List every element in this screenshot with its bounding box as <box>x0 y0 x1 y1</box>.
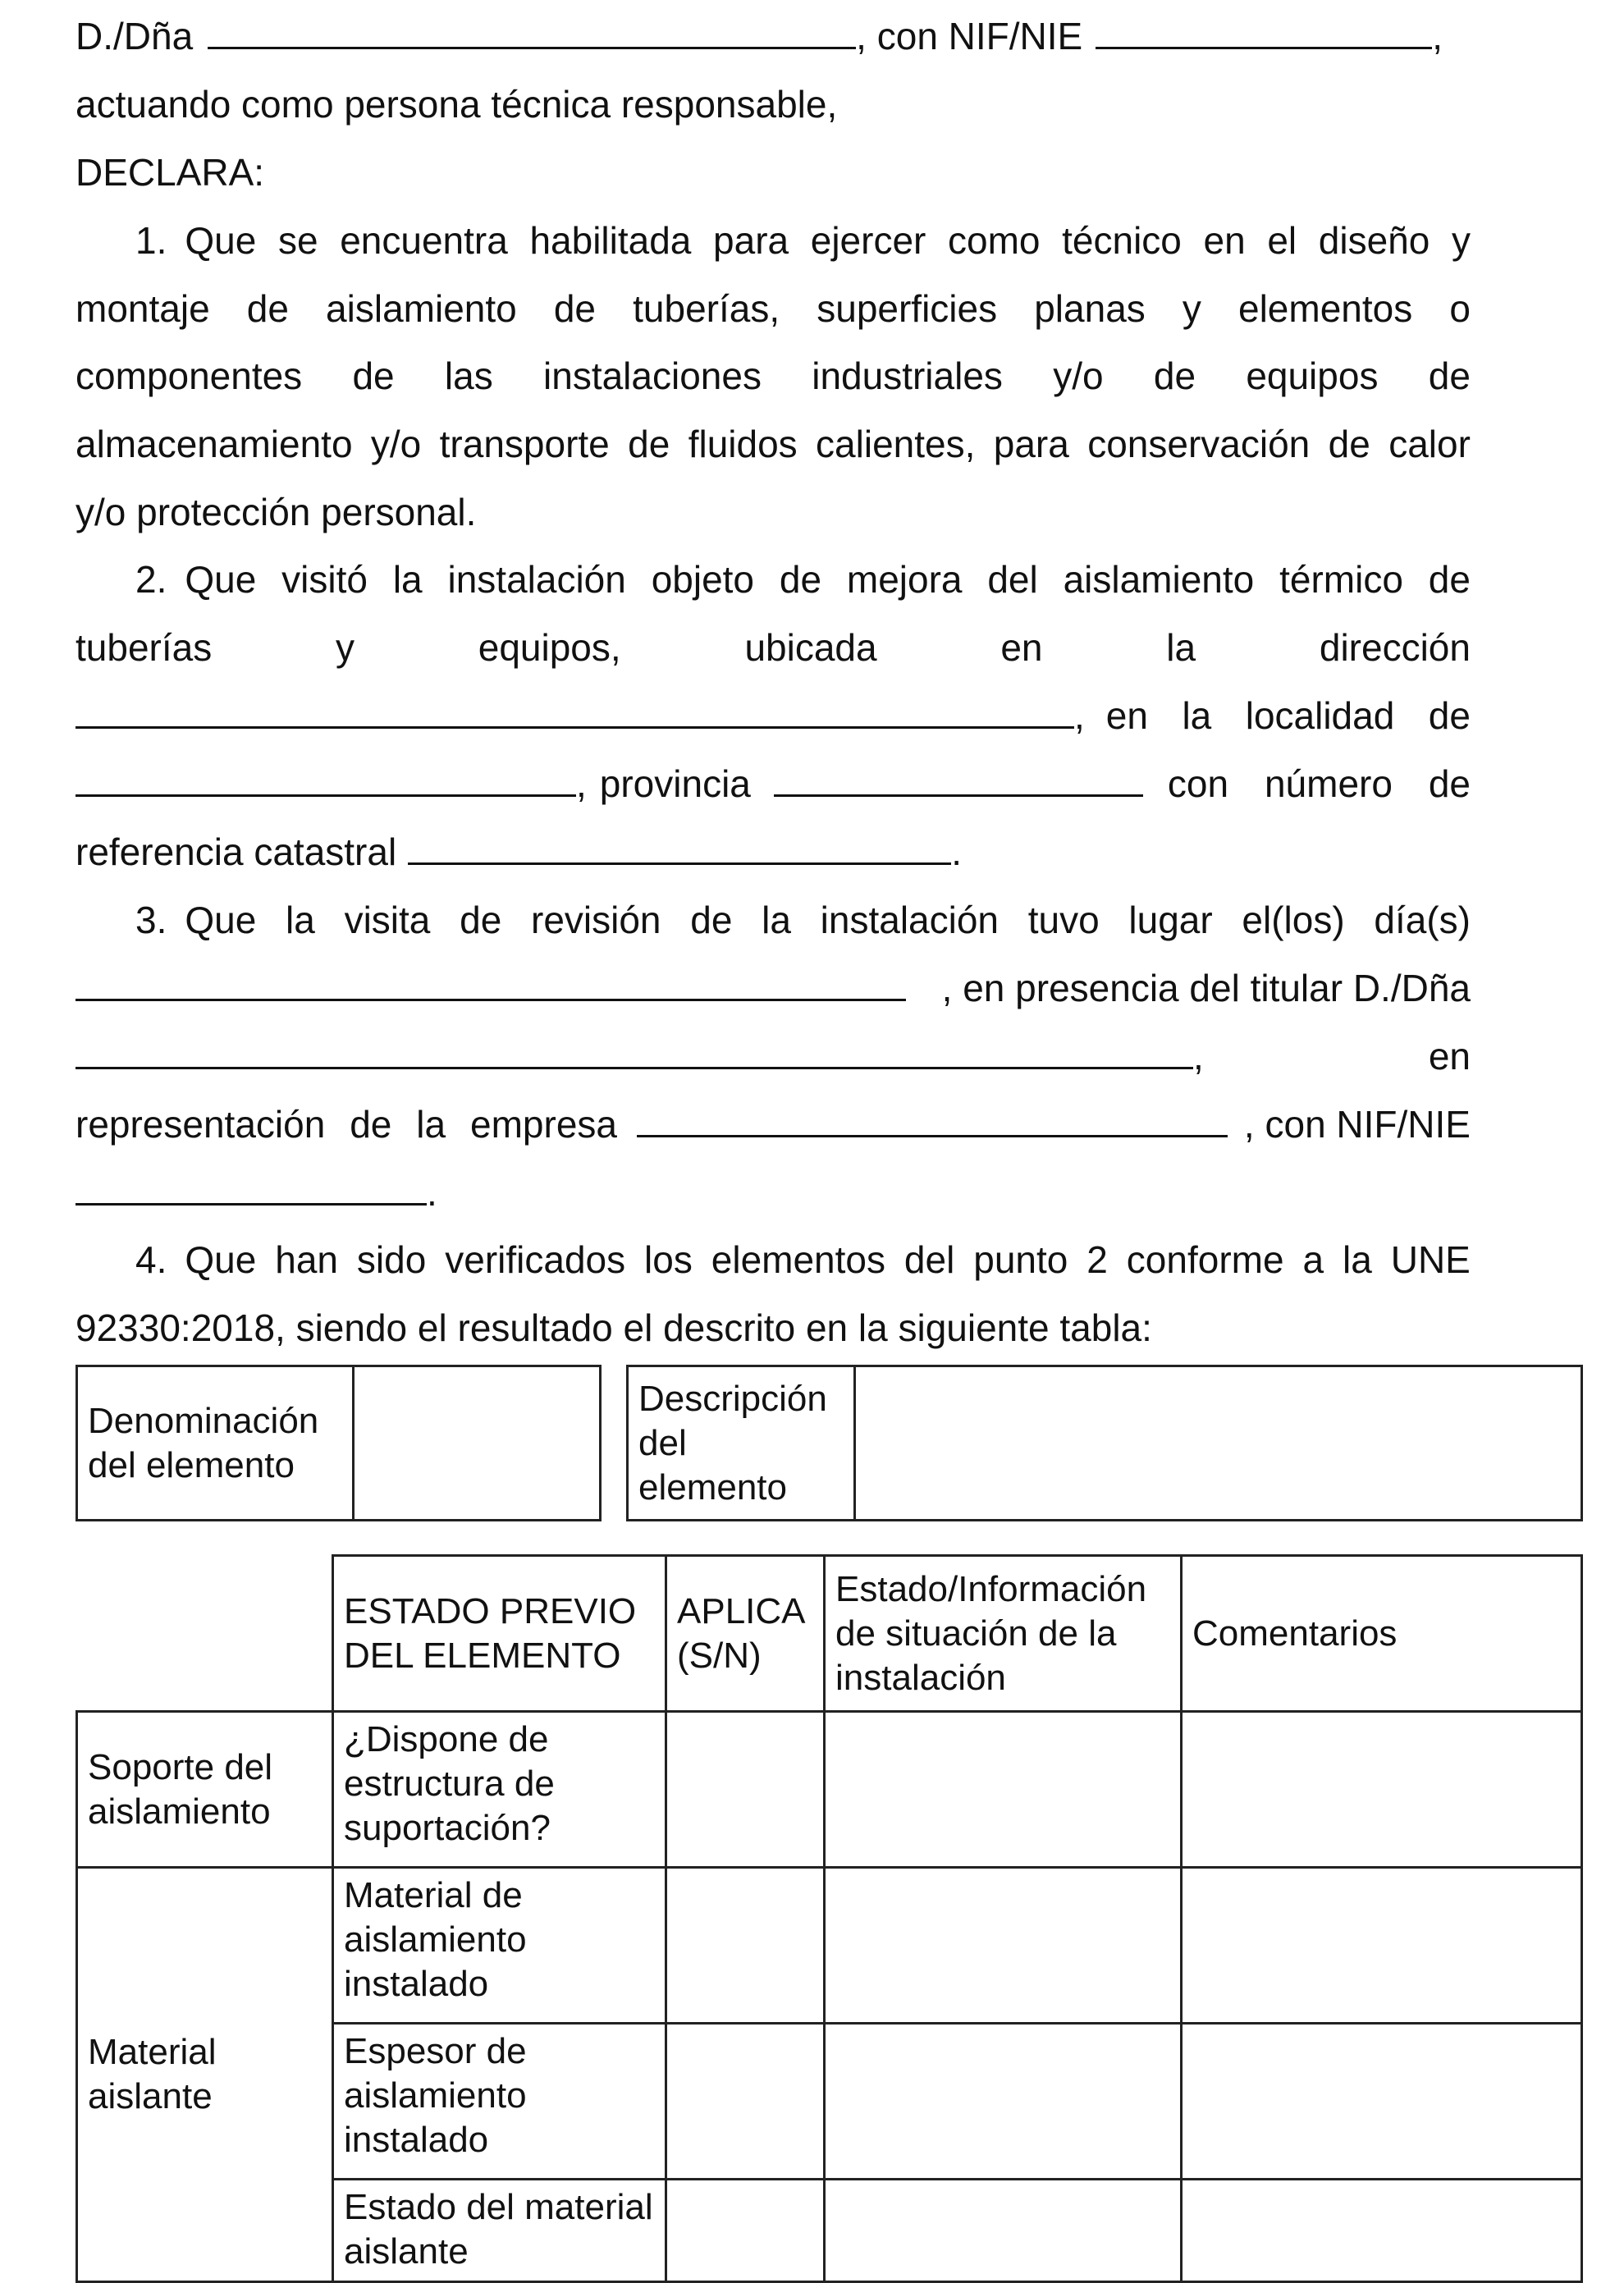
state-table <box>75 1554 1583 2283</box>
company-nif-field[interactable] <box>75 1170 427 1206</box>
point2-line <box>75 555 1471 604</box>
word: aislamiento <box>326 287 517 330</box>
word: elementos <box>711 1238 885 1281</box>
point3-holder-line <box>75 1032 1471 1081</box>
en-word: en <box>1428 1035 1471 1077</box>
point1-line <box>75 284 1471 333</box>
estado-cell[interactable] <box>825 1868 1182 2024</box>
word: aislamiento <box>1063 558 1255 601</box>
declarant-nif-field[interactable] <box>1096 14 1432 49</box>
company-nif-label: , con NIF/NIE <box>1243 1103 1471 1146</box>
comentarios-cell[interactable] <box>1182 1712 1582 1868</box>
word: visitó <box>281 558 368 601</box>
state-table-header-row <box>77 1556 1582 1712</box>
element-name-cell[interactable] <box>354 1366 601 1521</box>
word: del <box>903 1238 955 1281</box>
presence-text: , en presencia del titular D./Dña <box>941 967 1471 1009</box>
word: de <box>628 423 670 465</box>
word: de <box>350 1103 392 1146</box>
element-description-cell[interactable] <box>855 1366 1582 1521</box>
word: lugar <box>1128 899 1213 941</box>
word: de <box>460 899 502 941</box>
word: como <box>948 219 1041 262</box>
word: instalación <box>447 558 626 601</box>
word: para <box>993 423 1069 465</box>
word: Que <box>185 1238 257 1281</box>
word: la <box>1182 694 1212 737</box>
point2-catastral-words <box>1168 759 1471 808</box>
acting-as-text: actuando como persona técnica responsable, <box>75 83 838 126</box>
word: componentes <box>75 355 303 397</box>
word: la <box>1166 626 1196 669</box>
word: y/o <box>370 423 422 465</box>
catastral-label: referencia catastral <box>75 830 397 873</box>
word: tuberías, <box>633 287 780 330</box>
word: calientes, <box>816 423 976 465</box>
word: la <box>762 899 791 941</box>
period: . <box>427 1171 437 1214</box>
declarant-line <box>75 11 1471 61</box>
dona-label: D./Dña <box>75 15 194 57</box>
word: día(s) <box>1374 899 1471 941</box>
word: diseño <box>1318 219 1430 262</box>
header-aplica: APLICA (S/N) <box>666 1556 825 1712</box>
point-number: 2. <box>135 558 167 601</box>
word: las <box>444 355 493 397</box>
aplica-cell[interactable] <box>666 1868 825 2024</box>
declarant-name-field[interactable] <box>208 14 856 49</box>
point-number: 1. <box>135 219 167 262</box>
estado-cell[interactable] <box>825 2180 1182 2282</box>
word: del <box>987 558 1038 601</box>
word: encuentra <box>340 219 508 262</box>
word: de <box>553 287 597 330</box>
word: de <box>1428 762 1471 805</box>
aplica-cell[interactable] <box>666 2180 825 2282</box>
element-name-label: Denominación del elemento <box>77 1366 354 1521</box>
word: equipos, <box>478 626 621 669</box>
word: fluidos <box>688 423 798 465</box>
word: instalación <box>820 899 1000 941</box>
province-field[interactable] <box>774 762 1143 797</box>
item-label: Espesor de aislamiento instalado <box>333 2024 666 2180</box>
word: la <box>416 1103 446 1146</box>
word: revisión <box>531 899 661 941</box>
word: térmico <box>1279 558 1403 601</box>
comentarios-cell[interactable] <box>1182 2024 1582 2180</box>
word: han <box>275 1238 338 1281</box>
empty-corner-cell <box>77 1556 333 1712</box>
word: 2 <box>1086 1238 1108 1281</box>
word: ejercer <box>810 219 926 262</box>
word: equipos <box>1246 355 1379 397</box>
locality-field[interactable] <box>75 762 576 797</box>
word: la <box>392 558 423 601</box>
point-number: 3. <box>135 899 167 941</box>
point3-company-words <box>75 1100 617 1149</box>
header-estado-informacion: Estado/Información de situación de la instalación <box>825 1556 1182 1712</box>
point1-line <box>75 216 1471 265</box>
element-name-table <box>75 1365 602 1521</box>
word: de <box>1428 355 1471 397</box>
word: objeto <box>651 558 755 601</box>
word: la <box>1342 1238 1372 1281</box>
word: o <box>1449 287 1471 330</box>
trailing-comma: , <box>1432 15 1443 57</box>
word: con <box>1167 762 1229 805</box>
estado-cell[interactable] <box>825 2024 1182 2180</box>
group-label-soporte: Soporte del aislamiento <box>77 1712 333 1868</box>
point4-line <box>75 1235 1471 1284</box>
word: de <box>1428 558 1471 601</box>
item-label: Estado del material aislante <box>333 2180 666 2282</box>
word: sido <box>356 1238 427 1281</box>
group-label-material: Material aislante <box>77 1868 333 2282</box>
word: montaje <box>75 287 210 330</box>
visit-dates-field[interactable] <box>75 966 906 1001</box>
nif-label: , con NIF/NIE <box>856 15 1083 57</box>
point1-line <box>75 351 1471 400</box>
word: tuvo <box>1027 899 1100 941</box>
table-row <box>77 1712 1582 1868</box>
comentarios-cell[interactable] <box>1182 2180 1582 2282</box>
point3-dates-line <box>75 963 1471 1013</box>
word: transporte <box>439 423 610 465</box>
word: conforme <box>1126 1238 1284 1281</box>
header-comentarios: Comentarios <box>1182 1556 1582 1712</box>
address-field[interactable] <box>75 693 1074 729</box>
word: visita <box>344 899 431 941</box>
aplica-cell[interactable] <box>666 2024 825 2180</box>
word: para <box>713 219 789 262</box>
word: Que <box>185 558 257 601</box>
holder-name-field[interactable] <box>75 1034 1193 1069</box>
word: el(los) <box>1242 899 1345 941</box>
word: la <box>286 899 315 941</box>
word: localidad <box>1245 694 1395 737</box>
point2-address-line <box>75 691 1471 740</box>
comma: , <box>1193 1035 1204 1077</box>
word: de <box>690 899 733 941</box>
word: de <box>1153 355 1196 397</box>
word: conservación <box>1087 423 1311 465</box>
point2-line <box>75 623 1471 672</box>
word: en <box>1105 694 1148 737</box>
table-row <box>77 1868 1582 2024</box>
word: instalaciones <box>543 355 762 397</box>
element-description-label: Descripción del elemento <box>628 1366 855 1521</box>
word: representación <box>75 1103 326 1146</box>
point2-locality-words <box>1106 691 1471 740</box>
word: industriales <box>812 355 1003 397</box>
point-number: 4. <box>135 1238 167 1281</box>
word: y <box>1451 219 1471 262</box>
item-label: ¿Dispone de estructura de suportación? <box>333 1712 666 1868</box>
point2-province-line <box>75 759 1471 808</box>
point2-catastral-line <box>75 827 1471 876</box>
comentarios-cell[interactable] <box>1182 1868 1582 2024</box>
catastral-field[interactable] <box>408 830 951 865</box>
word: empresa <box>470 1103 617 1146</box>
word: verificados <box>445 1238 626 1281</box>
declara-heading: DECLARA: <box>75 151 265 194</box>
point4-line2: 92330:2018, siendo el resultado el descrito en la siguiente tabla: <box>75 1306 1152 1349</box>
point1-last-line: y/o protección personal. <box>75 491 477 533</box>
word: Que <box>185 219 257 262</box>
word: mejora <box>846 558 963 601</box>
word: tuberías <box>75 626 213 669</box>
word: superficies <box>817 287 998 330</box>
header-estado-previo: ESTADO PREVIO DEL ELEMENTO <box>333 1556 666 1712</box>
company-field[interactable] <box>637 1102 1228 1137</box>
word: calor <box>1388 423 1471 465</box>
word: almacenamiento <box>75 423 353 465</box>
word: UNE <box>1390 1238 1471 1281</box>
word: técnico <box>1062 219 1182 262</box>
item-label: Material de aislamiento instalado <box>333 1868 666 2024</box>
point3-nif-line <box>75 1168 1471 1217</box>
word: el <box>1267 219 1297 262</box>
word: y <box>335 626 355 669</box>
word: dirección <box>1319 626 1471 669</box>
word: de <box>1328 423 1370 465</box>
point1-line <box>75 419 1471 469</box>
word: de <box>246 287 289 330</box>
word: se <box>277 219 318 262</box>
estado-cell[interactable] <box>825 1712 1182 1868</box>
point3-line <box>75 895 1471 945</box>
word: en <box>1203 219 1246 262</box>
word: y/o <box>1053 355 1104 397</box>
comma: , <box>1074 694 1085 737</box>
word: ubicada <box>744 626 877 669</box>
provincia-label: provincia <box>599 762 751 805</box>
period: . <box>951 830 962 873</box>
element-description-table <box>626 1365 1583 1521</box>
word: punto <box>973 1238 1068 1281</box>
word: Que <box>185 899 257 941</box>
word: de <box>352 355 395 397</box>
comma: , <box>576 762 587 805</box>
word: de <box>779 558 822 601</box>
point3-company-line <box>75 1100 1471 1149</box>
word: los <box>644 1238 693 1281</box>
aplica-cell[interactable] <box>666 1712 825 1868</box>
word: de <box>1428 694 1471 737</box>
word: número <box>1264 762 1393 805</box>
word: elementos <box>1238 287 1413 330</box>
word: en <box>1000 626 1043 669</box>
word: y <box>1182 287 1201 330</box>
word: a <box>1302 1238 1324 1281</box>
word: planas <box>1034 287 1146 330</box>
word: habilitada <box>529 219 692 262</box>
